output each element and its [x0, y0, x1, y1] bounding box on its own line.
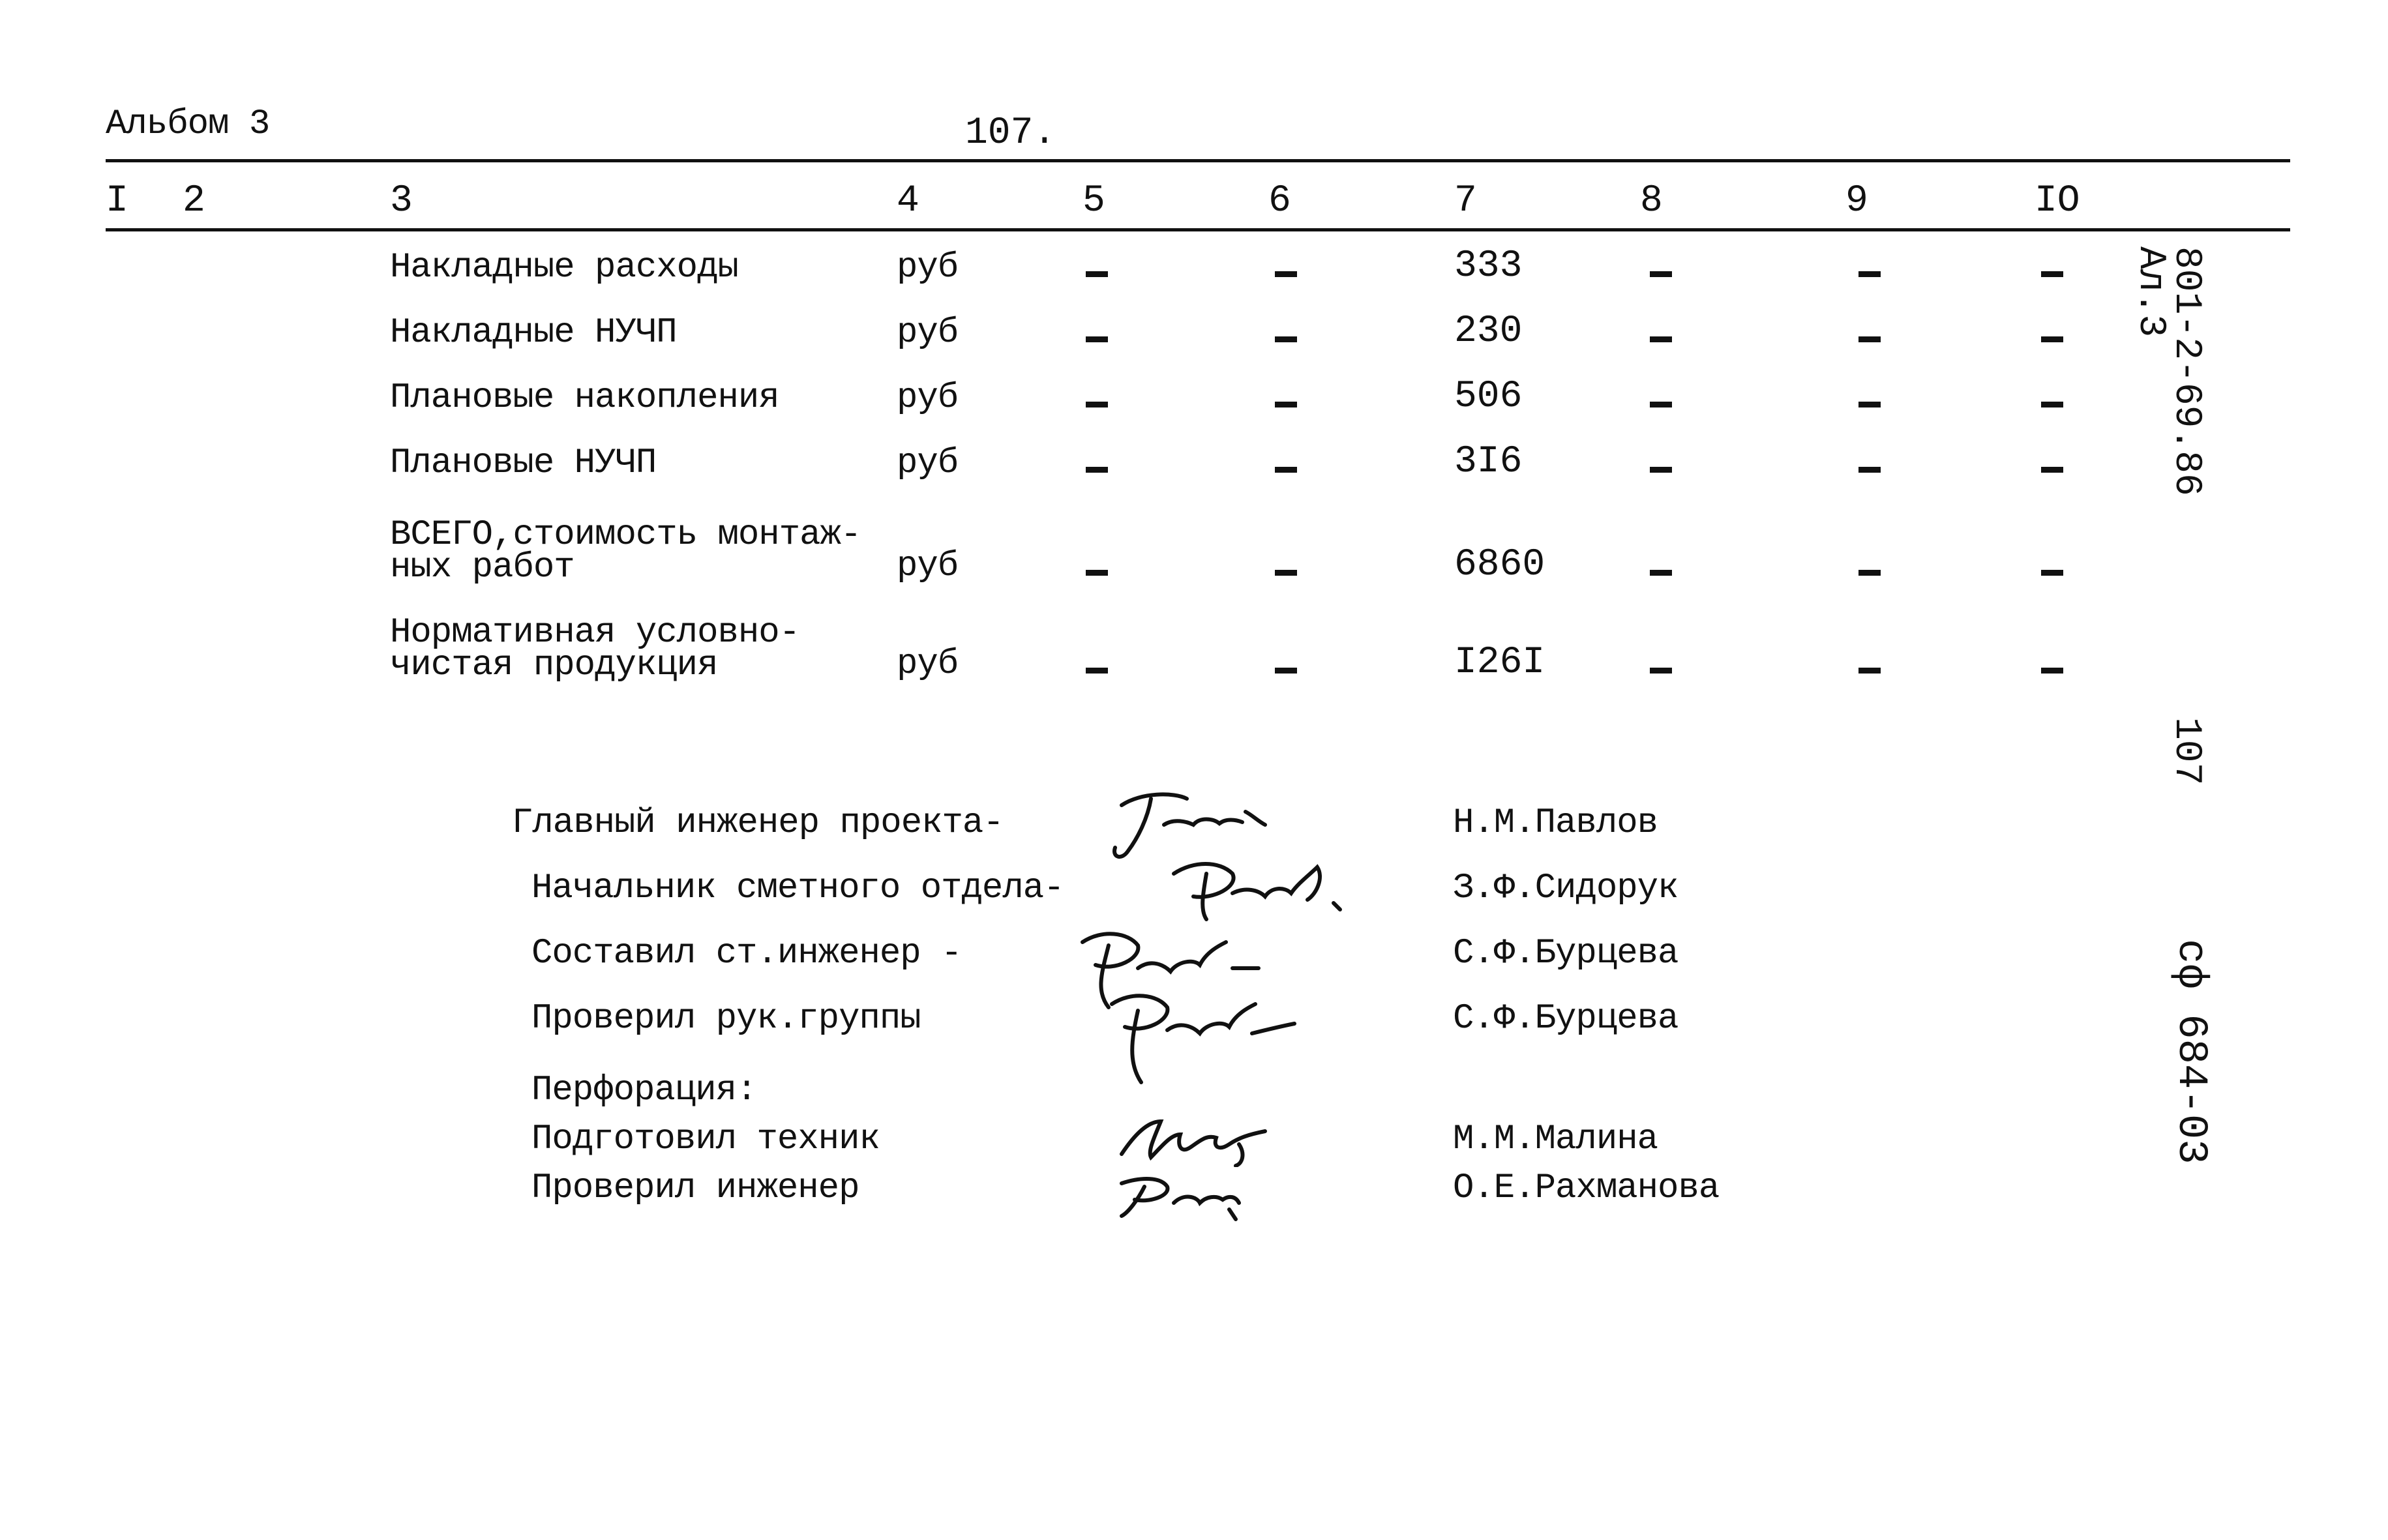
signature-name: З.Ф.Сидорук	[1453, 868, 1679, 908]
header-rule	[106, 228, 2290, 231]
row-name: ных работ	[390, 548, 575, 587]
dash-c6	[1275, 402, 1297, 407]
signature-role: Проверил инженер	[531, 1168, 859, 1208]
row-name: Накладные расходы	[390, 248, 738, 288]
dash-c5	[1086, 467, 1108, 473]
signature-name: М.М.Малина	[1453, 1119, 1658, 1159]
row-name: Плановые накопления	[390, 378, 779, 418]
col-header-8: 8	[1640, 180, 1663, 222]
dash-c8	[1650, 271, 1672, 277]
dash-c9	[1858, 271, 1881, 277]
album-label: Альбом 3	[106, 104, 270, 144]
dash-c5	[1086, 570, 1108, 576]
row-name: ВСЕГО,стоимость монтаж-	[390, 515, 861, 555]
dash-c10	[2041, 467, 2063, 473]
dash-c6	[1275, 668, 1297, 674]
dash-c5	[1086, 271, 1108, 277]
col-header-7: 7	[1454, 180, 1477, 222]
perforation-heading: Перфорация:	[531, 1071, 757, 1110]
dash-c9	[1858, 570, 1881, 576]
handwritten-signature	[1109, 1164, 1272, 1222]
row-value-col7: 230	[1454, 310, 1523, 353]
row-name: Нормативная условно-	[390, 613, 800, 653]
row-name: Накладные НУЧП	[390, 313, 677, 353]
page-number: 107.	[965, 112, 1056, 155]
row-unit: руб	[897, 443, 959, 483]
row-unit: руб	[897, 248, 959, 288]
signature-role: Начальник сметного отдела-	[531, 868, 1064, 908]
dash-c9	[1858, 402, 1881, 407]
dash-c10	[2041, 402, 2063, 407]
stamp-vertical: сф 684-03	[2167, 939, 2214, 1164]
dash-c9	[1858, 467, 1881, 473]
album-short-vertical: Ал.3	[2129, 246, 2172, 338]
row-value-col7: 6860	[1454, 544, 1545, 586]
signature-role: Составил ст.инженер -	[531, 934, 962, 973]
dash-c10	[2041, 271, 2063, 277]
handwritten-signature	[1109, 1108, 1291, 1167]
row-value-col7: 3I6	[1454, 441, 1523, 483]
col-header-6: 6	[1268, 180, 1291, 222]
row-value-col7: 333	[1454, 245, 1523, 288]
handwritten-signature	[1096, 985, 1304, 1089]
signature-role: Главный инженер проекта-	[512, 803, 1004, 843]
col-header-4: 4	[897, 180, 919, 222]
dash-c10	[2041, 668, 2063, 674]
dash-c8	[1650, 336, 1672, 342]
signature-name: Н.М.Павлов	[1453, 803, 1658, 843]
dash-c10	[2041, 336, 2063, 342]
signature-name: О.Е.Рахманова	[1453, 1168, 1720, 1208]
dash-c8	[1650, 570, 1672, 576]
col-header-10: IO	[2035, 180, 2080, 222]
col-header-3: 3	[390, 180, 413, 222]
signature-role: Проверил рук.группы	[531, 999, 921, 1039]
dash-c6	[1275, 271, 1297, 277]
col-header-5: 5	[1082, 180, 1105, 222]
row-unit: руб	[897, 313, 959, 353]
dash-c6	[1275, 467, 1297, 473]
dash-c8	[1650, 467, 1672, 473]
page-number-vertical: 107	[2165, 717, 2207, 786]
dash-c6	[1275, 336, 1297, 342]
dash-c6	[1275, 570, 1297, 576]
col-header-2: 2	[183, 180, 205, 222]
dash-c8	[1650, 668, 1672, 674]
row-name: чистая продукция	[390, 645, 718, 685]
dash-c8	[1650, 402, 1672, 407]
dash-c9	[1858, 668, 1881, 674]
row-value-col7: I26I	[1454, 642, 1545, 684]
row-unit: руб	[897, 378, 959, 418]
dash-c5	[1086, 402, 1108, 407]
row-unit: руб	[897, 644, 959, 684]
top-rule	[106, 159, 2290, 162]
dash-c9	[1858, 336, 1881, 342]
dash-c5	[1086, 668, 1108, 674]
dash-c5	[1086, 336, 1108, 342]
row-unit: руб	[897, 546, 959, 586]
signature-name: С.Ф.Бурцева	[1453, 934, 1679, 973]
dash-c10	[2041, 570, 2063, 576]
doc-code-vertical: 801-2-69.86	[2165, 246, 2207, 496]
signature-name: С.Ф.Бурцева	[1453, 999, 1679, 1039]
row-name: Плановые НУЧП	[390, 443, 657, 483]
signature-role: Подготовил техник	[531, 1119, 880, 1159]
row-value-col7: 506	[1454, 376, 1523, 418]
col-header-1: I	[106, 180, 128, 222]
col-header-9: 9	[1845, 180, 1868, 222]
